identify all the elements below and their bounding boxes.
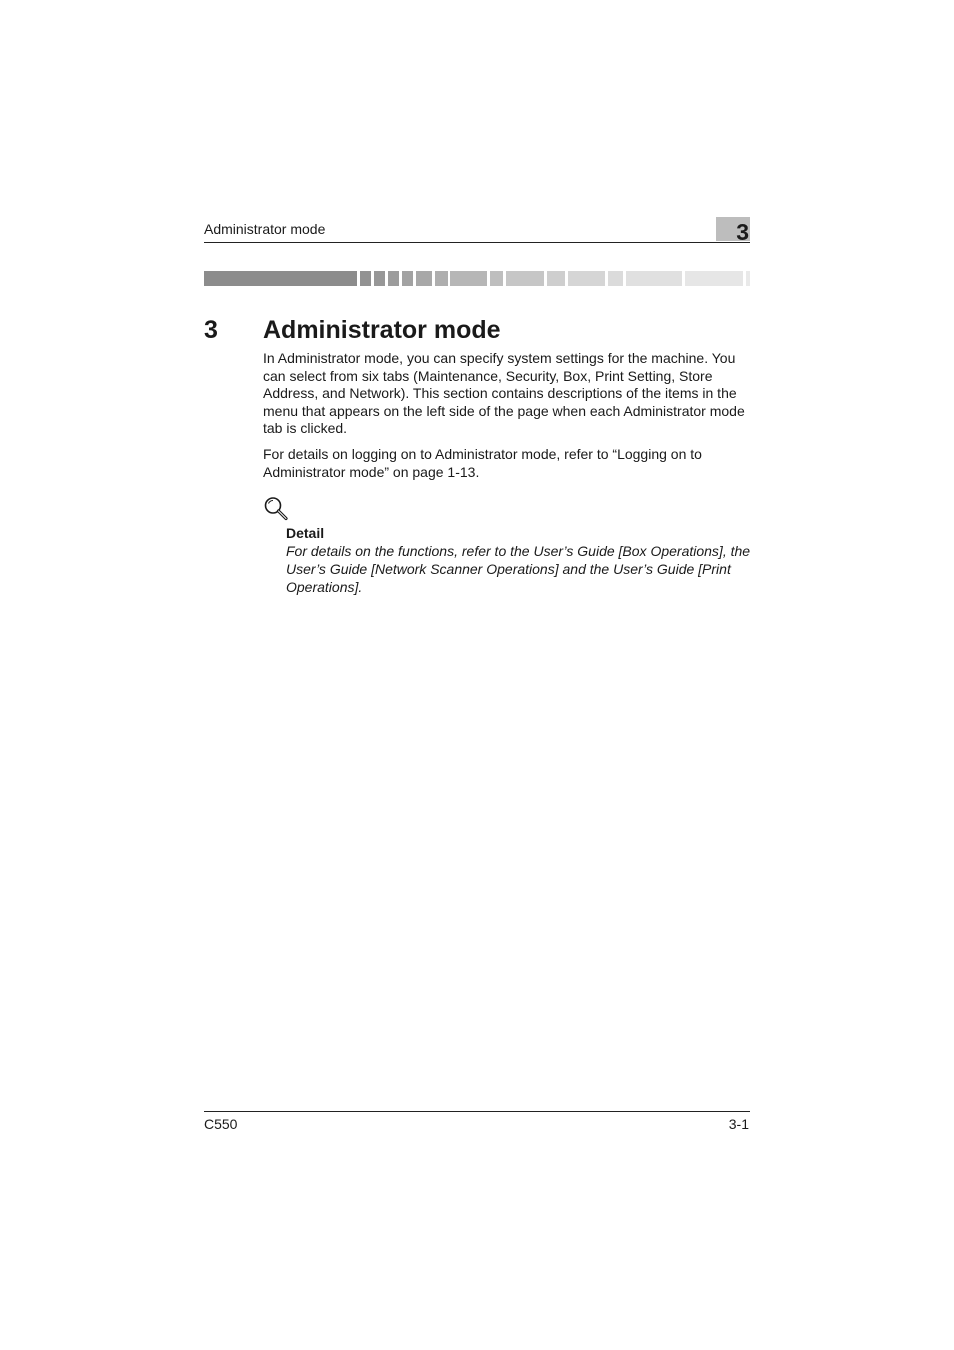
gradient-bar-segment [450, 271, 487, 286]
detail-title: Detail [286, 525, 325, 541]
gradient-bar-segment [435, 271, 448, 286]
footer-model: C550 [204, 1116, 238, 1132]
chapter-title: Administrator mode [263, 315, 501, 344]
footer-page-number: 3-1 [728, 1116, 749, 1132]
gradient-bar-segment [746, 271, 750, 286]
magnifier-icon [263, 496, 289, 522]
intro-paragraph: In Administrator mode, you can specify system settings for the machine. You can select from six tabs (Maintenance, Security, Box, Print Setting, Store Address, and Network). This section contains descriptions of the items in the menu that appears on the left side of the page when each Administrator mode tab is clicked. [263, 350, 745, 437]
gradient-bar-segment [626, 271, 682, 286]
logon-reference-paragraph: For details on logging on to Administrator mode, refer to “Logging on to Administrator mode” on page 1-13. [263, 446, 702, 480]
gradient-bar-segment [490, 271, 503, 286]
chapter-number: 3 [204, 315, 218, 344]
gradient-bar-segment [506, 271, 544, 286]
detail-text: For details on the functions, refer to the User’s Guide [Box Operations], the User’s Guide [Network Scanner Operations] and the User’s Guide [Print Operations]. [286, 543, 751, 595]
running-footer [204, 1111, 750, 1132]
gradient-bar-segment [374, 271, 385, 286]
gradient-bar-segment [388, 271, 399, 286]
gradient-bar-segment [360, 271, 371, 286]
decorative-gradient-bar [204, 271, 750, 286]
gradient-bar-segment [685, 271, 743, 286]
chapter-tab: 3 [716, 217, 750, 241]
running-header [204, 220, 750, 243]
running-header-title: Administrator mode [204, 221, 326, 237]
gradient-bar-segment [204, 271, 357, 286]
gradient-bar-segment [416, 271, 432, 286]
gradient-bar-segment [568, 271, 605, 286]
gradient-bar-segment [402, 271, 413, 286]
gradient-bar-segment [608, 271, 623, 286]
gradient-bar-segment [547, 271, 565, 286]
